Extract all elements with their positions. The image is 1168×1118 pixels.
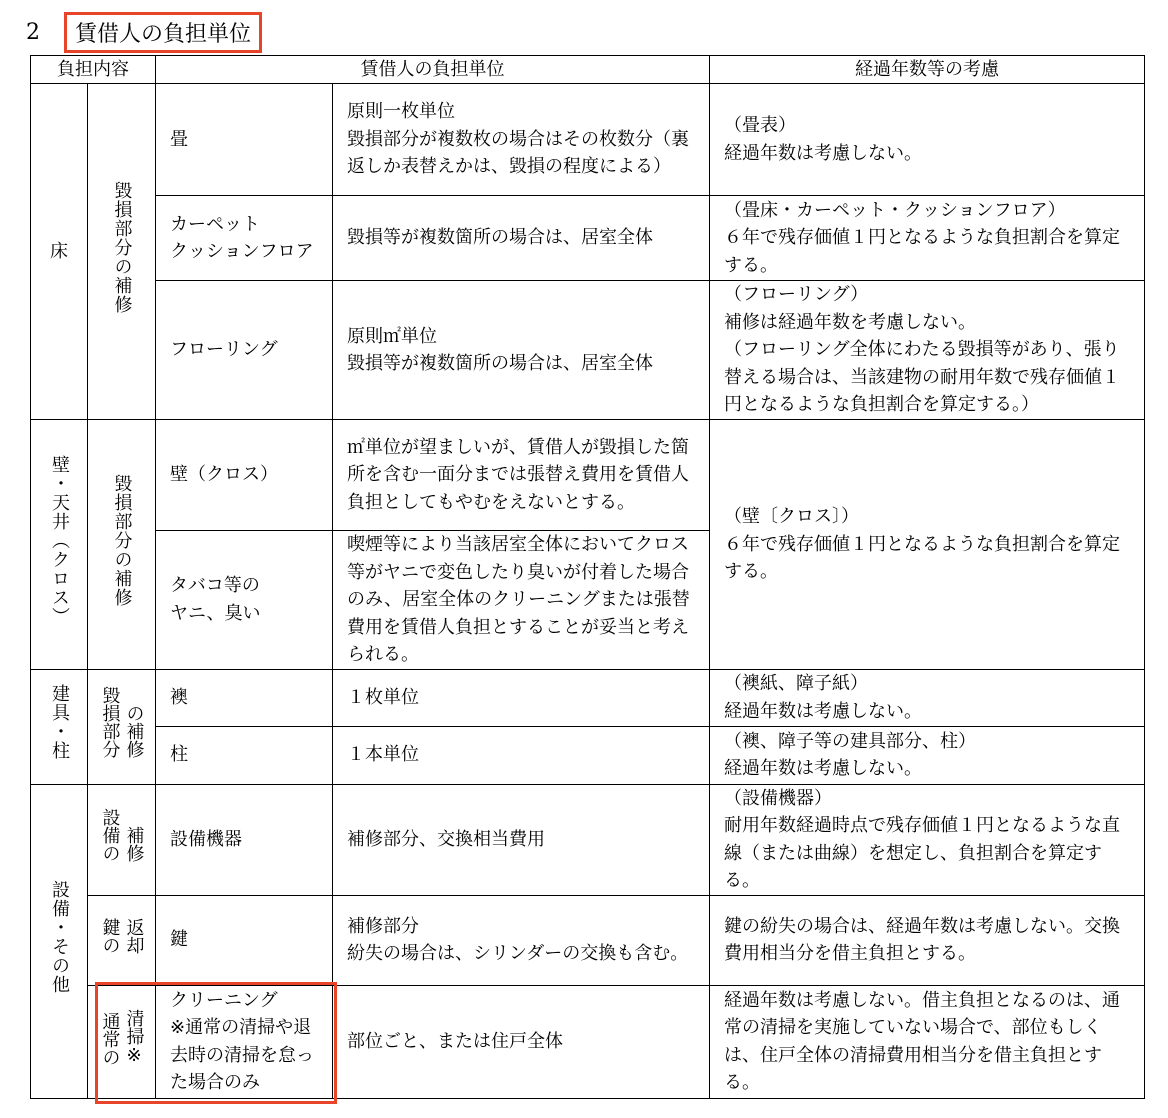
category-equipment-label: 設備・その他	[49, 879, 70, 994]
item-cell: タバコ等の ヤニ、臭い	[156, 531, 333, 670]
subcategory-key-label-2: 返却	[123, 917, 145, 954]
section-number: 2	[26, 19, 40, 45]
subcategory-wall-label: 毀損部分の補修	[111, 473, 133, 607]
category-wall	[31, 420, 88, 670]
aging-cell: （フローリング） 補修は経過年数を考慮しない。 （フローリング全体にわたる毀損等があり、張り替える場合は、当該建物の耐用年数で残存価値１円となるような負担割合を算定する。）	[710, 281, 1145, 420]
category-equipment	[31, 784, 88, 1098]
unit-cell: １本単位	[333, 726, 710, 784]
unit-cell: 毀損等が複数箇所の場合は、居室全体	[333, 196, 710, 281]
burden-unit-table	[30, 55, 1145, 1099]
table-row	[31, 784, 1145, 895]
category-floor	[31, 84, 88, 420]
header-unit: 賃借人の負担単位	[156, 56, 710, 84]
subcategory-fixture-label-2: の補修	[123, 704, 145, 759]
table-row	[31, 281, 1145, 420]
item-cell: 設備機器	[156, 784, 333, 895]
subcategory-floor-label: 毀損部分の補修	[111, 180, 133, 314]
aging-cell: （壁〔クロス〕） ６年で残存価値１円となるような負担割合を算定する。	[710, 420, 1145, 670]
aging-cell: （設備機器） 耐用年数経過時点で残存価値１円となるような直線（または曲線）を想定し、負担割合を算定する。	[710, 784, 1145, 895]
aging-cell: （畳表） 経過年数は考慮しない。	[710, 84, 1145, 196]
unit-cell: ㎡単位が望ましいが、賃借人が毀損した箇所を含む一面分までは張替え費用を賃借人負担としてもやむをえないとする。	[333, 420, 710, 531]
aging-cell: 経過年数は考慮しない。借主負担となるのは、通常の清掃を実施していない場合で、部位もしくは、住戸全体の清掃費用相当分を借主負担とする。	[710, 985, 1145, 1098]
aging-cell: （襖紙、障子紙） 経過年数は考慮しない。	[710, 669, 1145, 726]
subcategory-cleaning-label-2: 清掃※	[123, 1008, 145, 1066]
table-row	[31, 985, 1145, 1098]
subcategory-equipment	[88, 784, 156, 895]
unit-cell: 補修部分 紛失の場合は、シリンダーの交換も含む。	[333, 895, 710, 985]
category-wall-label: 壁・天井（クロス）	[49, 454, 70, 626]
subcategory-fixture-label-1: 毀損部分	[99, 686, 121, 759]
header-aging: 経過年数等の考慮	[710, 56, 1145, 84]
subcategory-cleaning	[88, 985, 156, 1098]
unit-cell: 部位ごと、または住戸全体	[333, 985, 710, 1098]
unit-cell: 原則㎡単位 毀損等が複数箇所の場合は、居室全体	[333, 281, 710, 420]
item-cell: 壁（クロス）	[156, 420, 333, 531]
item-cell: 柱	[156, 726, 333, 784]
item-cell: 鍵	[156, 895, 333, 985]
subcategory-floor	[88, 84, 156, 420]
table-row	[31, 895, 1145, 985]
subcategory-equipment-label-1: 設備の	[99, 808, 121, 863]
aging-cell: （畳床・カーペット・クッションフロア） ６年で残存価値１円となるような負担割合を算定する。	[710, 196, 1145, 281]
header-content: 負担内容	[31, 56, 156, 84]
unit-cell: 喫煙等により当該居室全体においてクロス等がヤニで変色したり臭いが付着した場合のみ、居室全体のクリーニングまたは張替費用を賃借人負担とすることが妥当と考えられる。	[333, 531, 710, 670]
table-row	[31, 420, 1145, 531]
subcategory-key-label-1: 鍵の	[99, 917, 121, 954]
section-title: 賃借人の負担単位	[64, 12, 262, 53]
unit-cell: 原則一枚単位 毀損部分が複数枚の場合はその枚数分（裏返しか表替えかは、毀損の程度による）	[333, 84, 710, 196]
item-cell: カーペット クッションフロア	[156, 196, 333, 281]
category-floor-label: 床	[50, 240, 68, 262]
unit-cell: 補修部分、交換相当費用	[333, 784, 710, 895]
subcategory-wall	[88, 420, 156, 670]
item-cell: フローリング	[156, 281, 333, 420]
table-row	[31, 84, 1145, 196]
category-fixture-label: 建具・柱	[49, 684, 70, 761]
header-row	[31, 56, 1145, 84]
subcategory-fixture	[88, 669, 156, 784]
table-row	[31, 669, 1145, 726]
item-cell: クリーニング ※通常の清掃や退去時の清掃を怠った場合のみ	[156, 985, 333, 1098]
item-cell: 畳	[156, 84, 333, 196]
aging-cell: 鍵の紛失の場合は、経過年数は考慮しない。交換費用相当分を借主負担とする。	[710, 895, 1145, 985]
section-heading	[26, 14, 262, 50]
category-fixture	[31, 669, 88, 784]
table-row	[31, 726, 1145, 784]
unit-cell: １枚単位	[333, 669, 710, 726]
table-row	[31, 196, 1145, 281]
subcategory-equipment-label-2: 補修	[123, 826, 145, 863]
subcategory-cleaning-label-1: 通常の	[99, 1011, 121, 1066]
subcategory-key	[88, 895, 156, 985]
aging-cell: （襖、障子等の建具部分、柱） 経過年数は考慮しない。	[710, 726, 1145, 784]
item-cell: 襖	[156, 669, 333, 726]
